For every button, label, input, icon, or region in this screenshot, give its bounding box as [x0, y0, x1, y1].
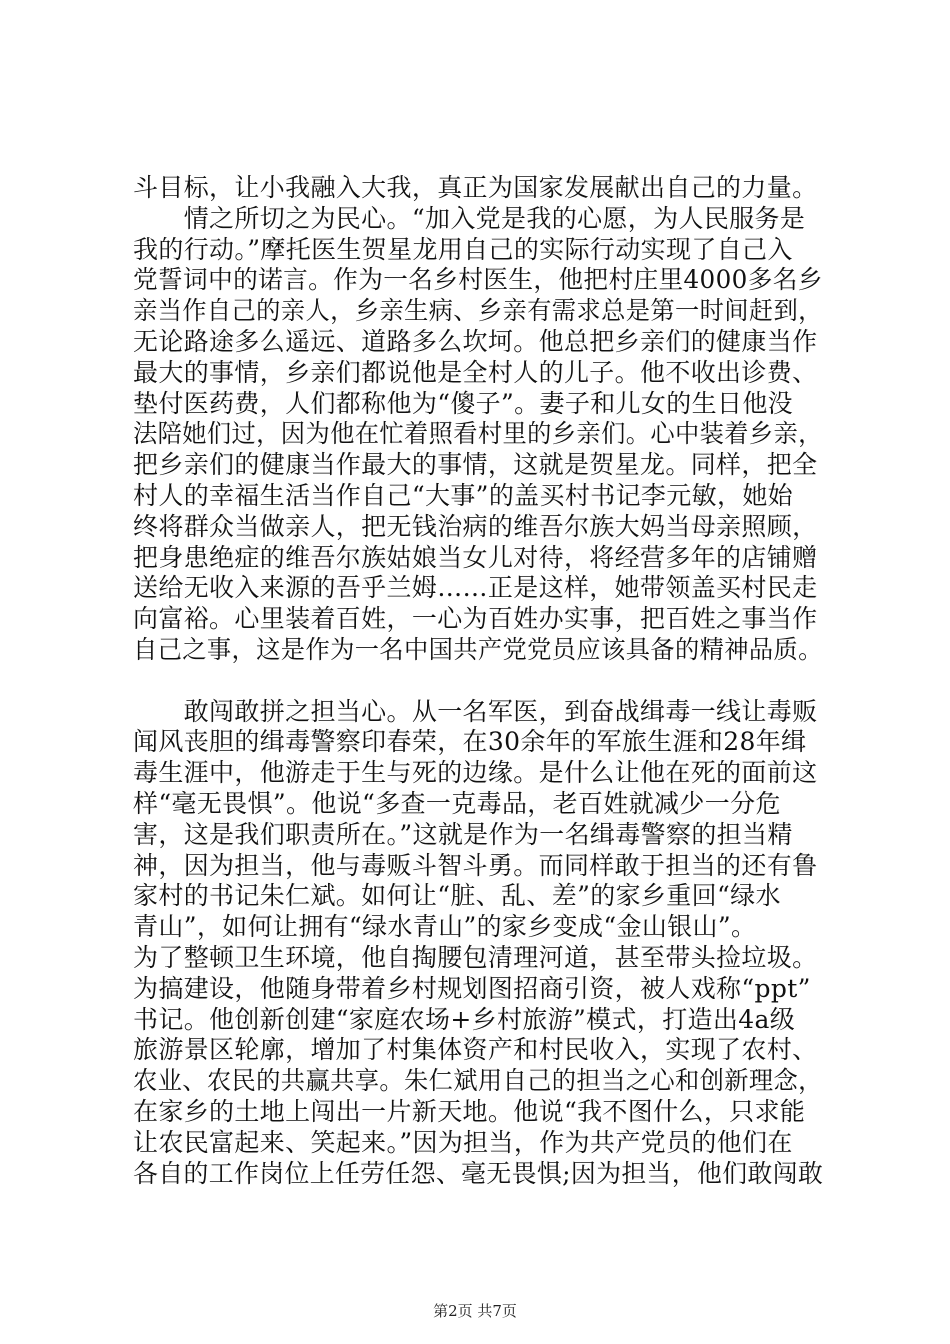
text-line: 在家乡的土地上闯出一片新天地。他说“我不图什么，只求能 [133, 1096, 806, 1126]
text-line: 斗目标，让小我融入大我，真正为国家发展献出自己的力量。 [133, 173, 818, 202]
text-line: 农业、农民的共赢共享。朱仁斌用自己的担当之心和创新理念， [133, 1066, 823, 1096]
text-line: 青山”，如何让拥有“绿水青山”的家乡变成“金山银山”。 [133, 912, 757, 942]
text-line: 情之所切之为民心。“加入党是我的心愿，为人民服务是 [133, 203, 806, 233]
text-line: 终将群众当做亲人，把无钱治病的维吾尔族大妈当母亲照顾， [133, 511, 818, 541]
text-line: 亲当作自己的亲人，乡亲生病、乡亲有需求总是第一时间赶到， [133, 296, 823, 326]
text-line: 自己之事，这是作为一名中国共产党党员应该具备的精神品质。 [133, 634, 823, 664]
page-number-footer: 第2页 共7页 [433, 1302, 517, 1320]
text-line: 为搞建设，他随身带着乡村规划图招商引资，被人戏称“ppt” [133, 973, 811, 1003]
text-line: 最大的事情，乡亲们都说他是全村人的儿子。他不收出诊费、 [133, 357, 818, 387]
text-line: 我的行动。”摩托医生贺星龙用自己的实际行动实现了自己入 [133, 234, 793, 264]
text-line: 让农民富起来、笑起来。”因为担当，作为共产党员的他们在 [133, 1127, 793, 1157]
text-line: 各自的工作岗位上任劳任怨、毫无畏惧;因为担当，他们敢闯敢 [133, 1158, 824, 1188]
text-line: 党誓词中的诺言。作为一名乡村医生，他把村庄里4000多名乡 [133, 265, 823, 295]
text-line: 书记。他创新创建“家庭农场+乡村旅游”模式，打造出4a级 [133, 1004, 796, 1034]
text-line: 为了整顿卫生环境，他自掏腰包清理河道，甚至带头捡垃圾。 [133, 942, 818, 972]
text-line: 垫付医药费，人们都称他为“傻子”。妻子和儿女的生日他没 [133, 388, 794, 418]
text-line: 把乡亲们的健康当作最大的事情，这就是贺星龙。同样，把全 [133, 450, 818, 480]
text-line: 法陪她们过，因为他在忙着照看村里的乡亲们。心中装着乡亲， [133, 419, 823, 449]
text-line: 神，因为担当，他与毒贩斗智斗勇。而同样敢于担当的还有鲁 [133, 850, 818, 880]
text-line: 旅游景区轮廓，增加了村集体资产和村民收入，实现了农村、 [133, 1035, 818, 1065]
text-line: 害，这是我们职责所在。”这就是作为一名缉毒警察的担当精 [133, 819, 793, 849]
text-line: 村人的幸福生活当作自己“大事”的盖买村书记李元敏，她始 [133, 480, 794, 510]
text-line: 向富裕。心里装着百姓，一心为百姓办实事，把百姓之事当作 [133, 604, 818, 634]
document-body [133, 173, 823, 1189]
text-line: 送给无收入来源的吾乎兰姆……正是这样，她带领盖买村民走 [133, 573, 818, 603]
text-line: 样“毫无畏惧”。他说“多查一克毒品，老百姓就减少一分危 [133, 788, 781, 818]
paragraph-2 [133, 204, 823, 666]
text-line: 毒生涯中，他游走于生与死的边缘。是什么让他在死的面前这 [133, 758, 818, 788]
paragraph-spacer [133, 666, 823, 697]
paragraph-3 [133, 697, 823, 1190]
text-line: 家村的书记朱仁斌。如何让“脏、乱、差”的家乡重回“绿水 [133, 881, 781, 911]
text-line: 把身患绝症的维吾尔族姑娘当女儿对待，将经营多年的店铺赠 [133, 542, 818, 572]
text-line: 无论路途多么遥远、道路多么坎坷。他总把乡亲们的健康当作 [133, 326, 818, 356]
text-line: 敢闯敢拼之担当心。从一名军医，到奋战缉毒一线让毒贩 [133, 696, 818, 726]
text-line: 闻风丧胆的缉毒警察印春荣，在30余年的军旅生涯和28年缉 [133, 727, 807, 757]
paragraph-1 [133, 173, 823, 204]
